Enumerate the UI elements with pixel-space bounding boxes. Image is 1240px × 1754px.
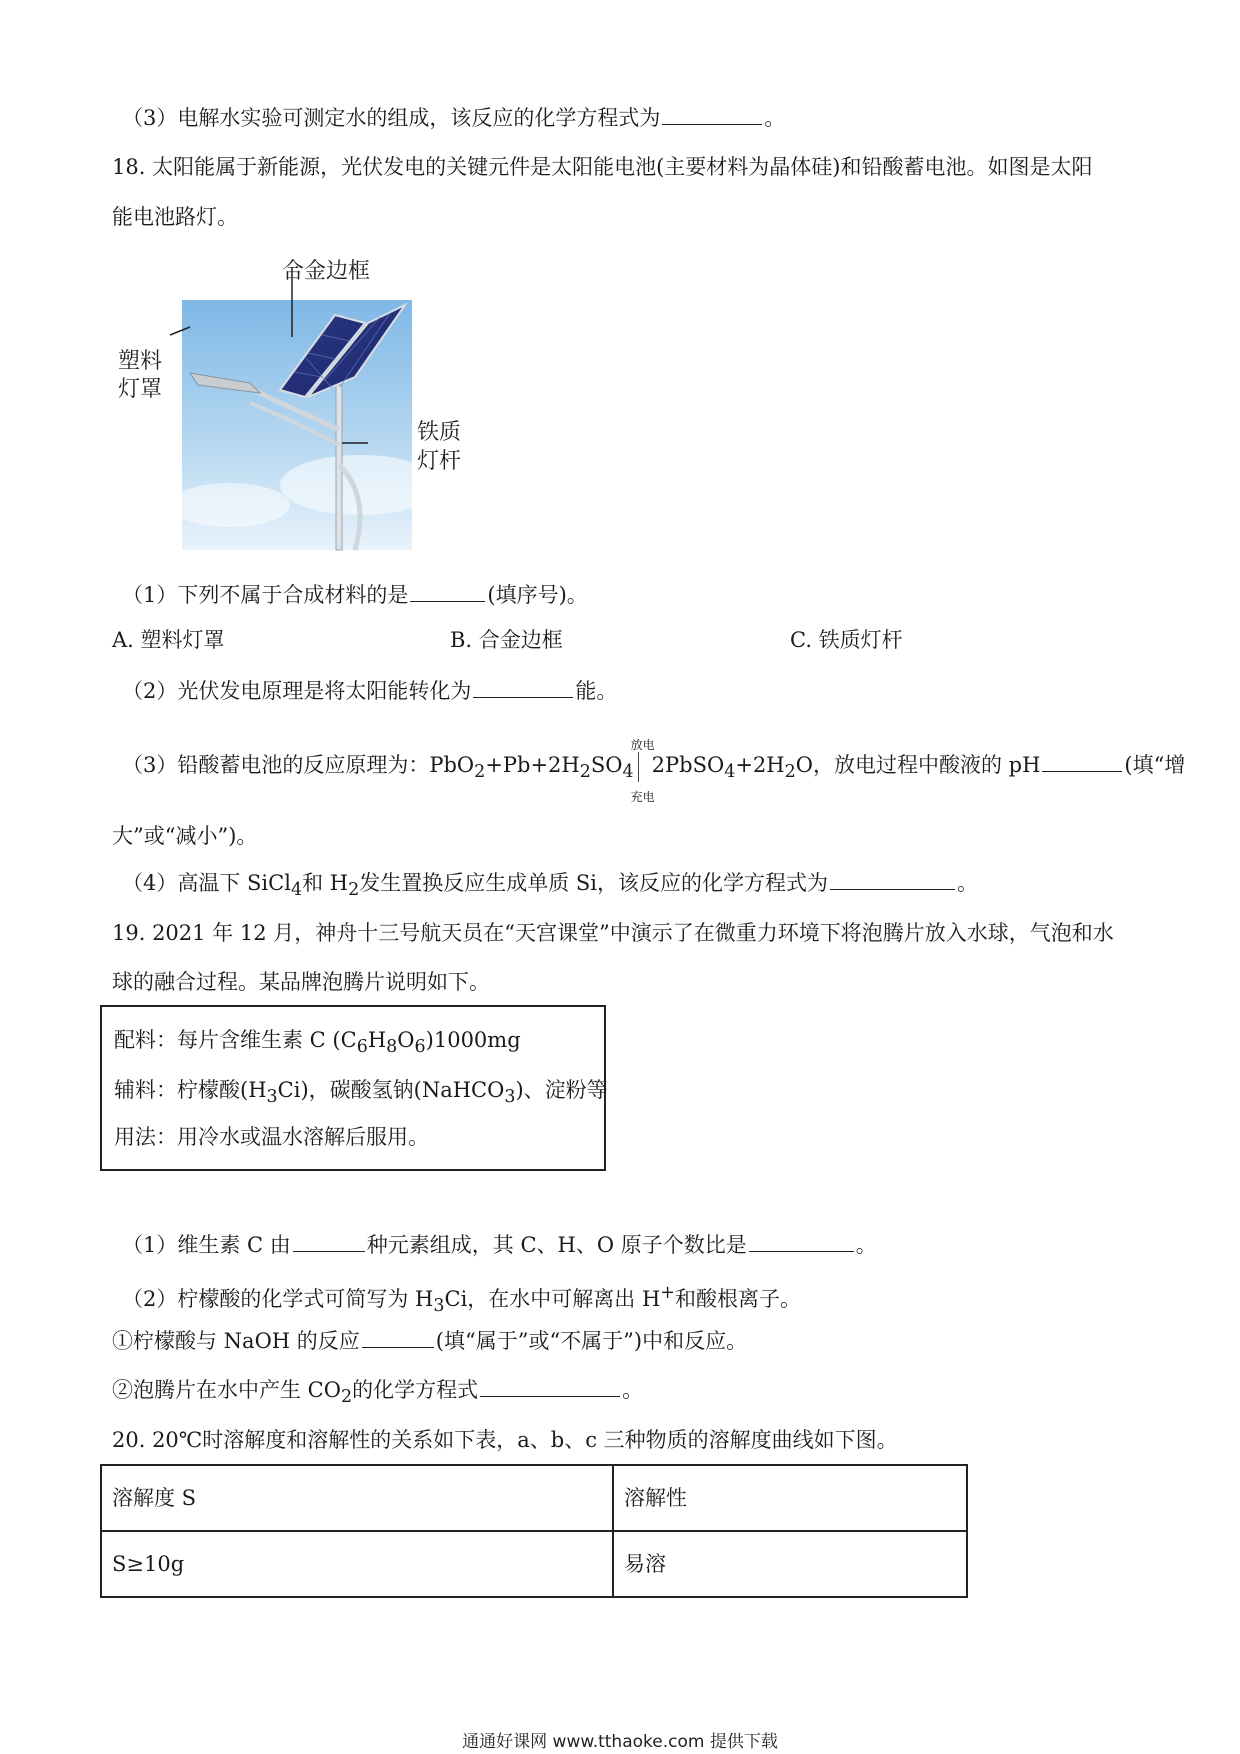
q18-part3: （3）铅酸蓄电池的反应原理为：$PbO_2+Pb+2H_2SO_4$ 放电 充电 $2PbSO_4+2H_2O$，放电过程中酸液的 pH (填“增 — [122, 737, 1186, 804]
table-header-cell: 溶解度 S — [101, 1465, 613, 1531]
q18-part1: （1）下列不属于合成材料的是 (填序号)。 — [122, 583, 588, 607]
q19-part1: （1）维生素 C 由 种元素组成，其 C、H、O 原子个数比是 。 — [122, 1233, 877, 1257]
q17-part3: （3）电解水实验可测定水的组成，该反应的化学方程式为 。 — [122, 106, 786, 130]
solubility-table — [100, 1464, 968, 1598]
q19-part2: （2）柠檬酸的化学式可简写为 $H_3Ci$，在水中可解离出 H+和酸根离子。 — [122, 1283, 801, 1317]
table-row — [101, 1531, 967, 1597]
box-excipients: 辅料：柠檬酸$(H_3Ci)$，碳酸氢钠(NaHCO$_3$)、淀粉等 — [114, 1078, 608, 1108]
q19-part2-sub2: ②泡腾片在水中产生 $CO_2$的化学方程式 。 — [112, 1378, 644, 1408]
q19-part2-sub1: ①柠檬酸与 NaOH 的反应 (填“属于”或“不属于”)中和反应。 — [112, 1329, 748, 1353]
q18-option-a: A. 塑料灯罩 — [112, 628, 225, 652]
solar-streetlight-figure — [110, 255, 490, 555]
q18-stem-line1: 18. 太阳能属于新能源，光伏发电的关键元件是太阳能电池(主要材料为晶体硅)和铅酸蓄电池。如图是太阳 — [112, 155, 1093, 179]
table-header-cell: 溶解性 — [613, 1465, 967, 1531]
q18-part3-line2: 大”或“减小”)。 — [112, 824, 258, 848]
solar-streetlight-image — [110, 255, 490, 555]
label-plastic-shade-2: 灯罩 — [118, 377, 163, 402]
q19-stem-line2: 球的融合过程。某品牌泡腾片说明如下。 — [112, 970, 490, 994]
answer-blank[interactable] — [830, 869, 955, 890]
q18-part2: （2）光伏发电原理是将太阳能转化为 能。 — [122, 679, 618, 703]
table-cell: S≥10g — [101, 1531, 613, 1597]
q18-option-c: C. 铁质灯杆 — [790, 628, 903, 652]
tablet-instructions-box — [100, 1005, 606, 1171]
page-footer: 通通好课网 www.tthaoke.com 提供下载 — [462, 1732, 778, 1752]
label-plastic-shade-1: 塑料 — [118, 349, 163, 374]
answer-blank[interactable] — [662, 104, 762, 125]
answer-blank[interactable] — [473, 677, 573, 698]
box-usage: 用法：用冷水或温水溶解后服用。 — [114, 1125, 429, 1149]
q20-stem: 20. 20℃时溶解度和溶解性的关系如下表，a、b、c 三种物质的溶解度曲线如下图。 — [112, 1428, 898, 1452]
q18-part4: （4）高温下 SiCl$_4$和 $H_2$发生置换反应生成单质 Si，该反应的化学方程式为 。 — [122, 871, 978, 901]
table-cell: 易溶 — [613, 1531, 967, 1597]
answer-blank[interactable] — [293, 1231, 365, 1252]
answer-blank[interactable] — [749, 1231, 854, 1252]
label-iron-pole-2: 灯杆 — [417, 449, 462, 474]
answer-blank[interactable] — [480, 1376, 620, 1397]
table-row — [101, 1465, 967, 1531]
answer-blank[interactable] — [362, 1327, 434, 1348]
q19-stem-line1: 19. 2021 年 12 月，神舟十三号航天员在“天宫课堂”中演示了在微重力环境下将泡腾片放入水球，气泡和水 — [112, 921, 1114, 945]
answer-blank[interactable] — [410, 581, 485, 602]
answer-blank[interactable] — [1042, 751, 1122, 772]
q18-option-b: B. 合金边框 — [450, 628, 563, 652]
reversible-reaction-sign: 放电 充电 — [630, 737, 655, 804]
label-iron-pole-1: 铁质 — [417, 420, 462, 445]
label-alloy-frame: 合金边框 — [282, 259, 371, 284]
box-ingredients: 配料：每片含维生素 C $(C_6H_8O_6)1000mg$ — [114, 1028, 521, 1058]
q18-stem-line2: 能电池路灯。 — [112, 205, 238, 229]
